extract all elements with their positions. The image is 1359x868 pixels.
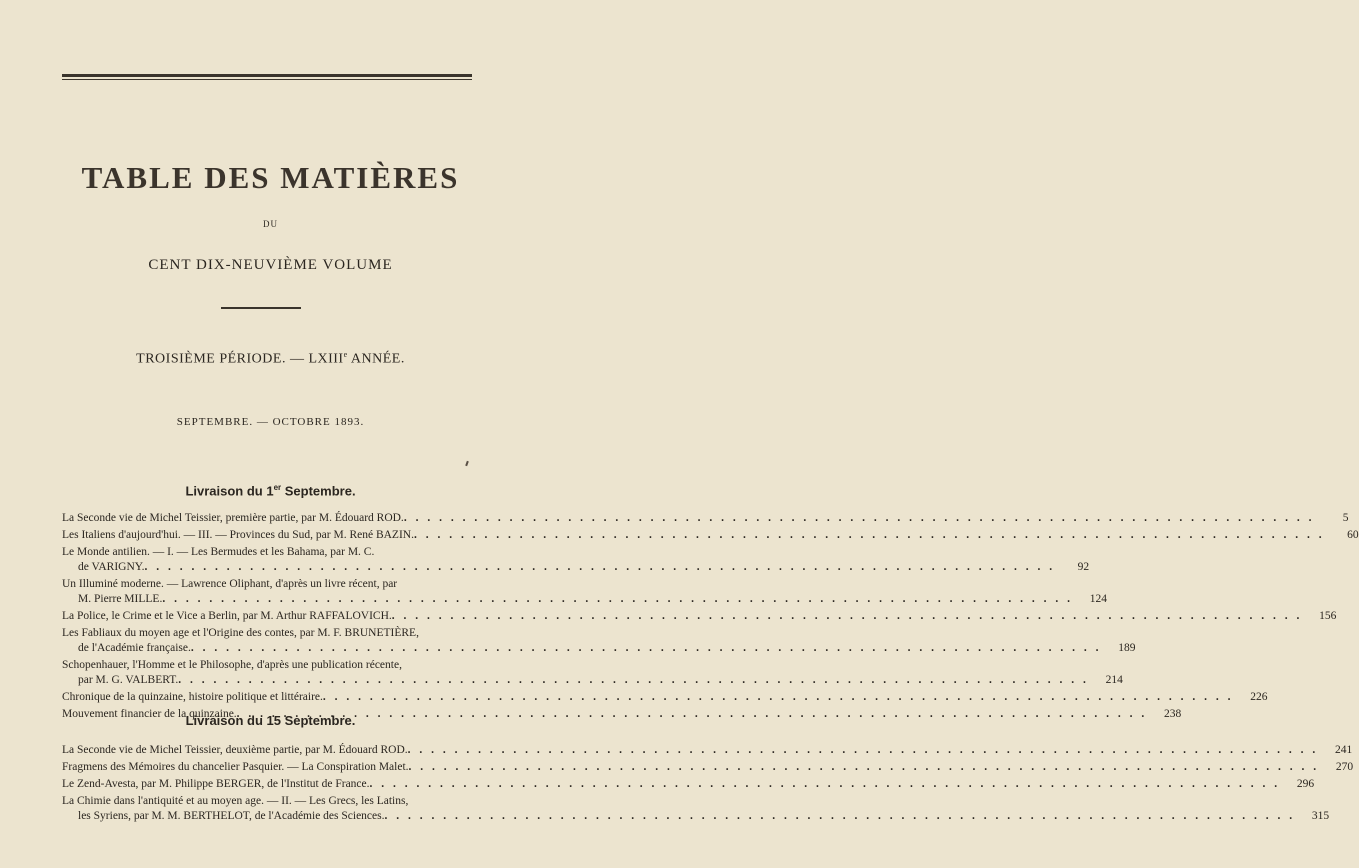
toc-entry [62, 577, 1107, 607]
top-rule-thin [62, 79, 472, 80]
page-title: TABLE DES MATIÈRES [81, 160, 460, 195]
toc-entry-text: La Seconde vie de Michel Teissier, deuxième partie, par M. Édouard ROD. [62, 744, 408, 756]
title-du: DU [263, 219, 278, 229]
toc-page-number: 124 [1089, 593, 1107, 605]
toc-entry [62, 658, 1123, 688]
toc-page-number: 5 [1342, 512, 1349, 524]
livraison-1-entries [62, 511, 1359, 724]
toc-entry-text: de VARIGNY. [78, 561, 145, 573]
toc-entry-text: par M. G. VALBERT. [78, 674, 179, 686]
toc-page-number: 214 [1105, 674, 1123, 686]
livraison-1-pre: Livraison du 1 [185, 483, 274, 499]
toc-page-number: 238 [1164, 708, 1182, 720]
toc-entry-line [62, 690, 1268, 705]
periode-line [0, 350, 541, 368]
leader-dots [409, 760, 1320, 775]
toc-entry-line [62, 577, 472, 592]
periode-text: TROISIÈME PÉRIODE. — LXIII [136, 351, 344, 367]
toc-page-number: 189 [1118, 642, 1136, 654]
toc-entry-line [62, 673, 1123, 688]
toc-page-number: 92 [1077, 561, 1090, 573]
toc-entry-text: Les Italiens d'aujourd'hui. — III. — Provinces du Sud, par M. René BAZIN. [62, 529, 414, 541]
toc-entry [62, 511, 1349, 526]
toc-entry [62, 609, 1337, 624]
toc-entry-text: La Seconde vie de Michel Teissier, première partie, par M. Édouard ROD. [62, 512, 404, 524]
toc-entry-line [62, 760, 1354, 775]
toc-entry-line [62, 528, 1359, 543]
leader-dots [392, 609, 1303, 624]
toc-entry-text: Un Illuminé moderne. — Lawrence Oliphant, d'après un livre récent, par [62, 578, 398, 590]
toc-entry-line [62, 511, 1349, 526]
leader-dots [404, 511, 1315, 526]
toc-entry [62, 626, 1136, 656]
toc-entry-text: La Chimie dans l'antiquité et au moyen age. — II. — Les Grecs, les Latins, [62, 795, 409, 807]
toc-entry [62, 760, 1354, 775]
toc-entry-text: Fragmens des Mémoires du chancelier Pasquier. — La Conspiration Malet. [62, 761, 409, 773]
toc-entry-line [62, 592, 1107, 607]
toc-entry-text: Les Fabliaux du moyen age et l'Origine des contes, par M. F. BRUNETIÈRE, [62, 627, 419, 639]
livraison-2-heading: Livraison du 15 Septembre. [185, 713, 356, 728]
toc-entry-line [62, 560, 1090, 575]
toc-page-number: 270 [1335, 761, 1354, 773]
toc-entry-text: La Police, le Crime et le Vice a Berlin, par M. Arthur RAFFALOVICH. [62, 610, 392, 622]
leader-dots [408, 743, 1319, 758]
toc-page-number: 60 [1347, 529, 1359, 541]
livraison-1-sup: er [273, 483, 282, 492]
toc-entry-line [62, 777, 1315, 792]
toc-entry [62, 690, 1268, 705]
livraison-1-post: Septembre. [281, 483, 356, 499]
toc-entry-line [62, 609, 1337, 624]
separator-rule [221, 307, 301, 309]
periode-sup: e [343, 350, 348, 359]
toc-entry [62, 794, 1330, 824]
toc-page-number: 226 [1250, 691, 1268, 703]
toc-entry-text: les Syriens, par M. M. BERTHELOT, de l'Académie des Sciences. [78, 810, 385, 822]
leader-dots [385, 809, 1296, 824]
toc-entry-line [62, 626, 472, 641]
toc-entry-text: de l'Académie française. [78, 642, 191, 654]
leader-dots [414, 528, 1325, 543]
toc-entry-line [62, 809, 1330, 824]
toc-page-number: 315 [1311, 810, 1330, 822]
toc-entry-line [62, 545, 472, 560]
livraison-1-heading [0, 483, 541, 498]
toc-entry-line [62, 794, 472, 809]
leader-dots [191, 641, 1102, 656]
toc-entry [62, 777, 1315, 792]
top-rule-thick [62, 74, 472, 77]
toc-entry-text: Le Zend-Avesta, par M. Philippe BERGER, de l'Institut de France. [62, 778, 370, 790]
toc-entry-line [62, 658, 472, 673]
toc-entry [62, 528, 1359, 543]
ink-mark [465, 461, 469, 466]
leader-dots [178, 673, 1089, 688]
toc-entry [62, 545, 1090, 575]
toc-entry-text: Schopenhauer, l'Homme et le Philosophe, d'après une publication récente, [62, 659, 402, 671]
toc-entry-line [62, 641, 1136, 656]
toc-entry-line [62, 743, 1353, 758]
toc-page-number: 241 [1335, 744, 1353, 756]
toc-entry-text: Le Monde antilien. — I. — Les Bermudes et les Bahama, par M. C. [62, 546, 375, 558]
toc-entry-text: Chronique de la quinzaine, histoire politique et littéraire. [62, 691, 323, 703]
dates-line: SEPTEMBRE. — OCTOBRE 1893. [176, 416, 365, 428]
volume-title: CENT DIX-NEUVIÈME VOLUME [148, 257, 393, 273]
annee-text: ANNÉE. [347, 351, 405, 367]
leader-dots [323, 690, 1234, 705]
leader-dots [370, 777, 1281, 792]
toc-page-number: 156 [1319, 610, 1337, 622]
toc-entry-text: M. Pierre MILLE. [78, 593, 163, 605]
leader-dots [162, 592, 1073, 607]
toc-entry [62, 743, 1353, 758]
livraison-2-entries [62, 743, 1354, 826]
toc-page-number: 296 [1296, 778, 1315, 790]
toc-entry-text: Mouvement financier de la quinzaine. [62, 708, 237, 720]
leader-dots [144, 560, 1055, 575]
